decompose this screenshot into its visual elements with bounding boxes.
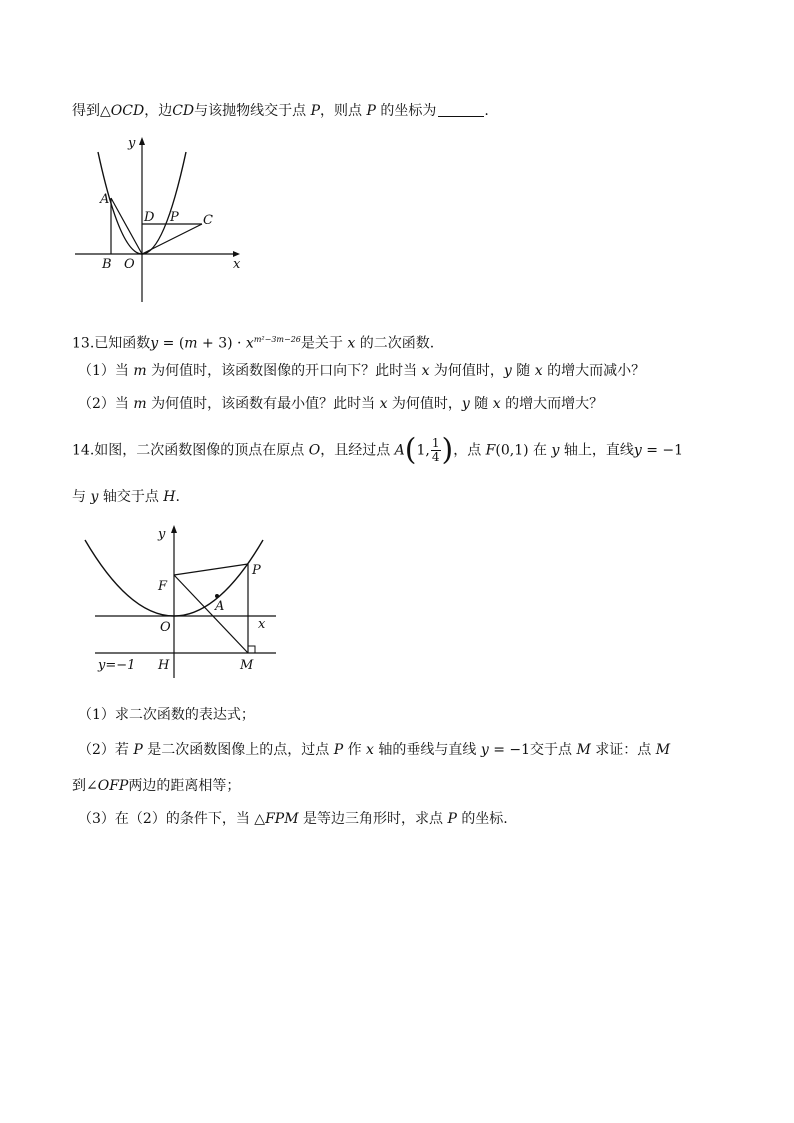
segment-oc bbox=[142, 224, 202, 254]
label-a: A bbox=[215, 599, 225, 614]
q14-part1: （1）求二次函数的表达式； bbox=[78, 707, 255, 723]
label-x: x bbox=[233, 257, 241, 272]
answer-blank bbox=[438, 102, 484, 117]
label-m: M bbox=[240, 658, 254, 673]
y-axis-arrow bbox=[139, 137, 145, 145]
label-x: x bbox=[258, 617, 266, 632]
q12-text: 得到△OCD，边CD与该抛物线交于点 P，则点 P 的坐标为 . bbox=[72, 103, 489, 119]
label-b: B bbox=[102, 257, 112, 272]
q14-part3: （3）在（2）的条件下，当 △FPM 是等边三角形时，求点 P 的坐标. bbox=[78, 811, 508, 827]
label-line: y=−1 bbox=[98, 658, 136, 673]
q14-figure bbox=[80, 518, 280, 680]
segment-ao bbox=[111, 198, 142, 254]
q13-stem: 13.已知函数$y = (m + 3) \cdot x^{m^2-3m-26}$是关于 x 的二次函数. bbox=[72, 335, 435, 352]
point-a bbox=[215, 594, 219, 598]
segment-fm bbox=[174, 575, 248, 653]
label-o: O bbox=[160, 620, 171, 635]
label-c: C bbox=[203, 213, 213, 228]
q14-stem-line1: 14.如图，二次函数图像的顶点在原点 O，且经过点 A(1, $\frac{1}{4}$ )，点 F(0,1) 在 y 轴上，直线y = −1 bbox=[72, 432, 684, 468]
label-f: F bbox=[158, 579, 168, 594]
q14-part2-line2: 到∠OFP两边的距离相等； bbox=[72, 778, 241, 794]
q12-figure bbox=[70, 130, 250, 305]
label-y: y bbox=[158, 527, 166, 542]
segment-fp bbox=[174, 564, 248, 575]
q13-part1: （1）当 m 为何值时，该函数图像的开口向下？此时当 x 为何值时，y 随 x 的增大而减小？ bbox=[78, 363, 646, 379]
label-p: P bbox=[170, 210, 179, 225]
label-p: P bbox=[252, 563, 261, 578]
label-y: y bbox=[128, 136, 136, 151]
q14-stem-line2: 与 y 轴交于点 H. bbox=[72, 489, 180, 505]
label-h: H bbox=[158, 658, 170, 673]
fraction-one-quarter: $\frac{1}{4}$ bbox=[431, 436, 440, 464]
right-angle-mark bbox=[248, 646, 255, 653]
q13-part2: （2）当 m 为何值时，该函数有最小值？此时当 x 为何值时，y 随 x 的增大而增大？ bbox=[78, 396, 604, 412]
q14-part2-line1: （2）若 P 是二次函数图像上的点，过点 P 作 x 轴的垂线与直线 y = −1交于点 M 求证：点 M bbox=[78, 742, 671, 758]
label-a: A bbox=[100, 192, 110, 207]
label-d: D bbox=[144, 210, 155, 225]
y-axis-arrow bbox=[171, 525, 177, 533]
label-o: O bbox=[124, 257, 135, 272]
